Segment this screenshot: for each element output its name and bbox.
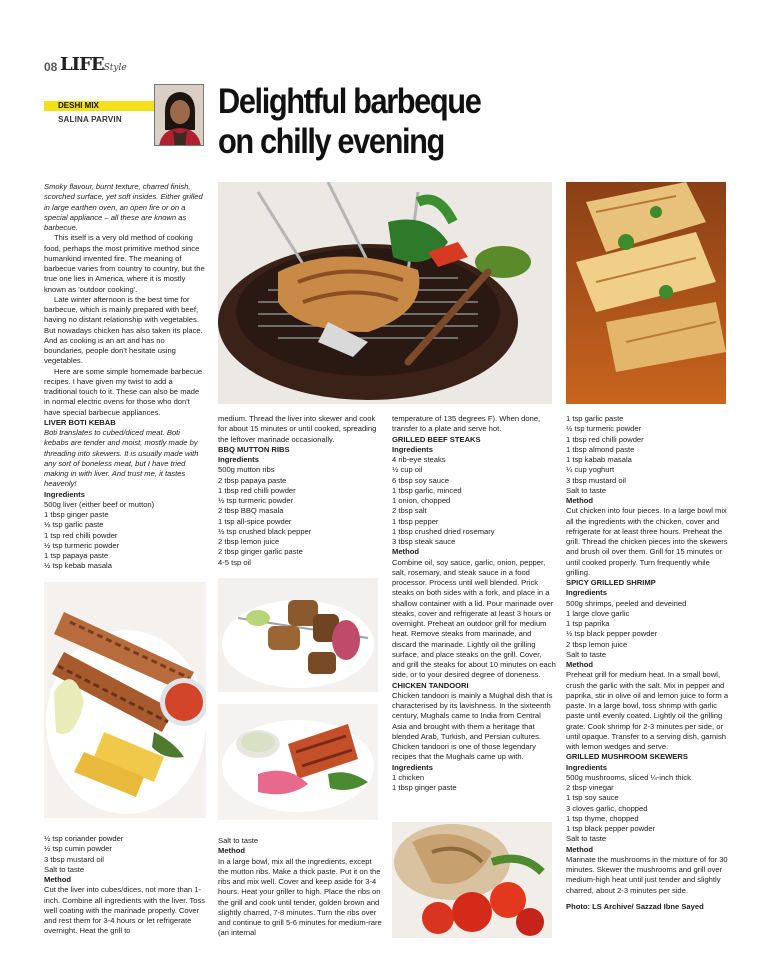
ingredient-item: 1 tsp all-spice powder: [218, 516, 292, 526]
method-text: In a large bowl, mix all the ingredients, except the mutton ribs. Make a thick paste. Put it on the ribs and mix well. Cover and keep aside for 3-4 hours. Heat your griller to high. Place the ribs on the grill and cook until tender, golden brown and slightly charred, 7-8 minutes. Turn the ribs over and continue to grill 5-6 minutes for medium-rare (an internal: [218, 856, 382, 938]
recipe-title-spicy-grilled-shrimp: SPICY GRILLED SHRIMP: [566, 578, 656, 587]
body-paragraph: This itself is a very old method of cooking food, perhaps the most primitive method since humankind invented fire. The meaning of barbecue varies from country to country, but the true one lies in America, where it is mostly known as 'outdoor cooking'.: [44, 233, 205, 294]
method-text: Combine oil, soy sauce, garlic, onion, pepper, salt, rosemary, and steak sauce in a food processor. Process until well blended. Prick steaks on both sides with a fork, and place in a shallow container with a lid. Pour marinade over steaks, cover and refrigerate at least 3 hours or overnight. Preheat an outdoor grill for medium heat. Remove steaks from marinade, and discard the marinade. Lightly oil the grilling surface, and place steaks on the grill. Cover, and grill the steaks for about 10 minutes on each side, or to your desired degree of doneness.: [392, 557, 556, 680]
method-label: Method: [392, 547, 419, 557]
logo-main: LIFE: [60, 54, 104, 75]
method-text: Cut the liver into cubes/dices, not more than 1-inch. Combine all ingredients with the liver. Toss well coating with the marinade properly. Cover and rest them for 3-4 hours or let refrigerate overnight. Heat the grill to: [44, 885, 206, 936]
section-tag-label: DESHI MIX: [58, 101, 99, 110]
method-label: Method: [44, 875, 71, 884]
ingredients-label: Ingredients: [566, 588, 607, 598]
logo-sub: Style: [103, 63, 127, 73]
author-photo: [154, 84, 204, 146]
ingredient-item: ½ tsp turmeric powder: [218, 496, 294, 505]
ingredients-label: Ingredients: [392, 762, 433, 772]
intro-paragraph: Smoky flavour, burnt texture, charred finish, scorched surface, yet soft insides. Either grilled in large earthen oven, an open fire or on a special appliance – all these are known as barbecue.: [44, 182, 203, 232]
body-paragraph: Late winter afternoon is the best time for barbecue, which is mainly prepared with beef, having no distant relationship with vegetables. But nowadays chicken has also taken its place. And as cooking is an art and has no boundaries, people don't hesitate using vegetables.: [44, 294, 203, 366]
grilled-chicken-hero-photo: [218, 182, 552, 404]
ingredients-label: Ingredients: [392, 444, 433, 454]
method-label: Method: [566, 844, 593, 854]
ingredient-item: 2 tbsp lemon juice: [566, 639, 628, 649]
ingredient-item: ½ cup oil: [392, 465, 423, 475]
photo-credit: Photo: LS Archive/ Sazzad Ibne Sayed: [566, 901, 704, 911]
ingredient-item: 1 tbsp ginger paste: [44, 510, 109, 519]
grill-image: [218, 182, 552, 404]
ingredient-item: Salt to taste: [566, 834, 607, 844]
method-label: Method: [566, 660, 593, 669]
ingredient-item: 1 tsp paprika: [566, 619, 610, 628]
ingredient-item: 1 onion, chopped: [392, 496, 451, 505]
ingredient-item: ¼ cup yoghurt: [566, 465, 615, 475]
method-label: Method: [566, 496, 593, 505]
ingredient-item: Salt to taste: [566, 485, 607, 495]
ingredient-item: 3 tbsp steak sauce: [392, 537, 456, 546]
liver-boti-kebab-photo: [44, 582, 206, 818]
ingredient-item: 3 cloves garlic, chopped: [566, 803, 648, 813]
column-1-top: [44, 182, 206, 572]
grilled-fish-photo: [218, 704, 378, 820]
ingredient-item: 1 chicken: [392, 772, 425, 782]
recipe-title-grilled-mushroom-skewers: GRILLED MUSHROOM SKEWERS: [566, 752, 688, 762]
author-portrait-icon: [155, 85, 204, 146]
ingredient-item: 500g liver (either beef or mutton): [44, 499, 155, 509]
recipe-intro: Chicken tandoori is one of those legendary recipes that the Mughals came up with.: [392, 742, 536, 762]
section-tag: [44, 101, 154, 111]
ingredient-item: 1 large clove garlic: [566, 608, 630, 618]
ingredient-item: 1 tsp papaya paste: [44, 551, 109, 560]
ingredient-item: 1 tsp black pepper powder: [566, 824, 656, 833]
ingredient-item: 1 tsp thyme, chopped: [566, 813, 639, 823]
ingredient-item: 500g mutton ribs: [218, 465, 275, 475]
shrimp-plate-image: [566, 182, 726, 404]
ingredient-item: ½ tsp kebab masala: [44, 561, 112, 571]
ingredient-item: 2 tbsp papaya paste: [218, 475, 287, 485]
ingredient-item: 3 tbsp mustard oil: [566, 475, 626, 485]
ingredient-item: 1 tbsp red chilli powder: [566, 434, 644, 444]
ingredient-item: ½ tsp turmeric powder: [566, 424, 642, 434]
ingredient-item: 500g mushrooms, sliced ¼-inch thick: [566, 772, 691, 782]
ingredient-item: 1 tsp soy sauce: [566, 793, 619, 803]
magazine-logo: [60, 54, 127, 75]
ingredient-item: 1 tsp garlic paste: [566, 414, 624, 423]
skewer-plate-image: [218, 578, 378, 692]
ingredient-item: ½ tsp turmeric powder: [44, 540, 120, 550]
method-continued: medium. Thread the liver into skewer and cook for about 15 minutes or until cooked, spreading the leftover marinade occasionally.: [218, 414, 377, 444]
ingredients-label: Ingredients: [44, 489, 85, 499]
ingredient-item: 1 tbsp pepper: [392, 516, 439, 526]
author-name: SALINA PARVIN: [58, 115, 122, 124]
ingredient-item: 1 tbsp garlic, minced: [392, 485, 462, 495]
recipe-intro: Boti translates to cubed/diced meat. Boti kebabs are tender and moist, mostly made by threading into skewers. It is usually made with any sort of boneless meat, but I have tried making in with liver. And trust me, it tastes heavenly!: [44, 428, 199, 489]
body-paragraph: Here are some simple homemade barbecue recipes. I have given my twist to add a traditional touch to it. These can also be made in normal electric ovens for those who don't have special barbecue appliances.: [44, 366, 203, 417]
ingredient-item: ½ tsp garlic paste: [44, 520, 104, 530]
ingredient-item: 3 tbsp mustard oil: [44, 854, 104, 864]
ingredients-label: Ingredients: [566, 762, 607, 772]
spicy-shrimp-photo: [566, 182, 726, 404]
ingredient-item: 1 tbsp ginger paste: [392, 783, 457, 792]
ingredient-item: Salt to taste: [218, 836, 259, 845]
ingredient-item: Salt to taste: [566, 649, 607, 659]
kebab-plate-image: [44, 582, 206, 818]
recipe-title-liver-boti-kebab: LIVER BOTI KEBAB: [44, 417, 116, 427]
ingredient-item: 2 tbsp salt: [392, 506, 427, 516]
ingredients-label: Ingredients: [218, 455, 259, 464]
ingredient-item: ½ tsp crushed black pepper: [218, 526, 312, 536]
ingredient-item: 4 rib-eye steaks: [392, 455, 446, 464]
column-3: [392, 414, 556, 793]
page-number: 08: [44, 60, 58, 74]
article-headline: Delightful barbeque on chilly evening: [218, 82, 481, 161]
ingredient-item: 2 tbsp BBQ masala: [218, 506, 284, 516]
ingredient-item: 500g shrimps, peeled and deveined: [566, 598, 687, 608]
ingredient-item: 6 tbsp soy sauce: [392, 475, 449, 485]
column-2-bottom: [218, 836, 384, 939]
fish-plate-image: [218, 704, 378, 820]
ingredient-item: 1 tsp kabab masala: [566, 455, 632, 464]
column-1-bottom: [44, 834, 206, 937]
recipe-title-grilled-beef-steaks: GRILLED BEEF STEAKS: [392, 434, 481, 444]
method-text: Marinate the mushrooms in the mixture of for 30 minutes. Skewer the mushrooms and grill over medium-high heat until just tender and slightly charred, about 2-3 minutes per side.: [566, 854, 728, 895]
column-4: [566, 414, 730, 912]
recipe-intro: Chicken tandoori is mainly a Mughal dish that is characterised by its lavishness. In the sixteenth century, Mughals came to India from Central Asia and brought with them a heritage that blended Arab, Turkish, and Persian cultures.: [392, 690, 553, 741]
method-label: Method: [218, 846, 245, 856]
ingredient-item: Salt to taste: [44, 864, 85, 874]
ingredient-item: 2 tbsp vinegar: [566, 783, 614, 792]
ingredient-item: 2 tbsp ginger garlic paste: [218, 547, 303, 557]
ingredient-item: 1 tbsp crushed dried rosemary: [392, 526, 495, 536]
tandoori-plate-image: [392, 822, 552, 938]
recipe-title-chicken-tandoori: CHICKEN TANDOORI: [392, 680, 469, 690]
ingredient-item: 1 tbsp almond paste: [566, 444, 635, 454]
ingredient-item: ½ tsp cumin powder: [44, 844, 112, 854]
chicken-tandoori-photo: [392, 822, 552, 938]
mushroom-skewer-photo: [218, 578, 378, 692]
ingredient-item: 1 tbsp red chilli powder: [218, 485, 296, 495]
method-continued: temperature of 135 degrees F). When done, transfer to a plate and serve hot.: [392, 414, 541, 434]
ingredient-item: 2 tbsp lemon juice: [218, 537, 280, 546]
ingredient-item: 1 tsp red chilli powder: [44, 530, 118, 540]
method-text: Preheat grill for medium heat. In a small bowl, crush the garlic with the salt. Mix in pepper and paprika, stir in olive oil and lemon juice to form a paste. In a large bowl, toss shrimp with garlic paste until evenly coated. Lightly oil the grilling grate. Cook shrimp for 2-3 minutes per side, or until opaque. Transfer to a serving dish, garnish with lemon wedges and serve.: [566, 670, 729, 751]
method-text: Cut chicken into four pieces. In a large bowl mix all the ingredients with the chicken, cover and refrigerate for at least three hours. Preheat the grill. Thread the chicken pieces into the skewers and brush oil over them. Grill for 15 minutes or until cooked properly. Turn frequently while grilling.: [566, 506, 728, 577]
ingredient-item: ½ tsp coriander powder: [44, 834, 124, 843]
column-2-top: [218, 414, 384, 568]
recipe-title-bbq-mutton-ribs: BBQ MUTTON RIBS: [218, 444, 290, 454]
ingredient-item: 4-5 tsp oil: [218, 557, 251, 567]
ingredient-item: ½ tsp black pepper powder: [566, 629, 658, 639]
